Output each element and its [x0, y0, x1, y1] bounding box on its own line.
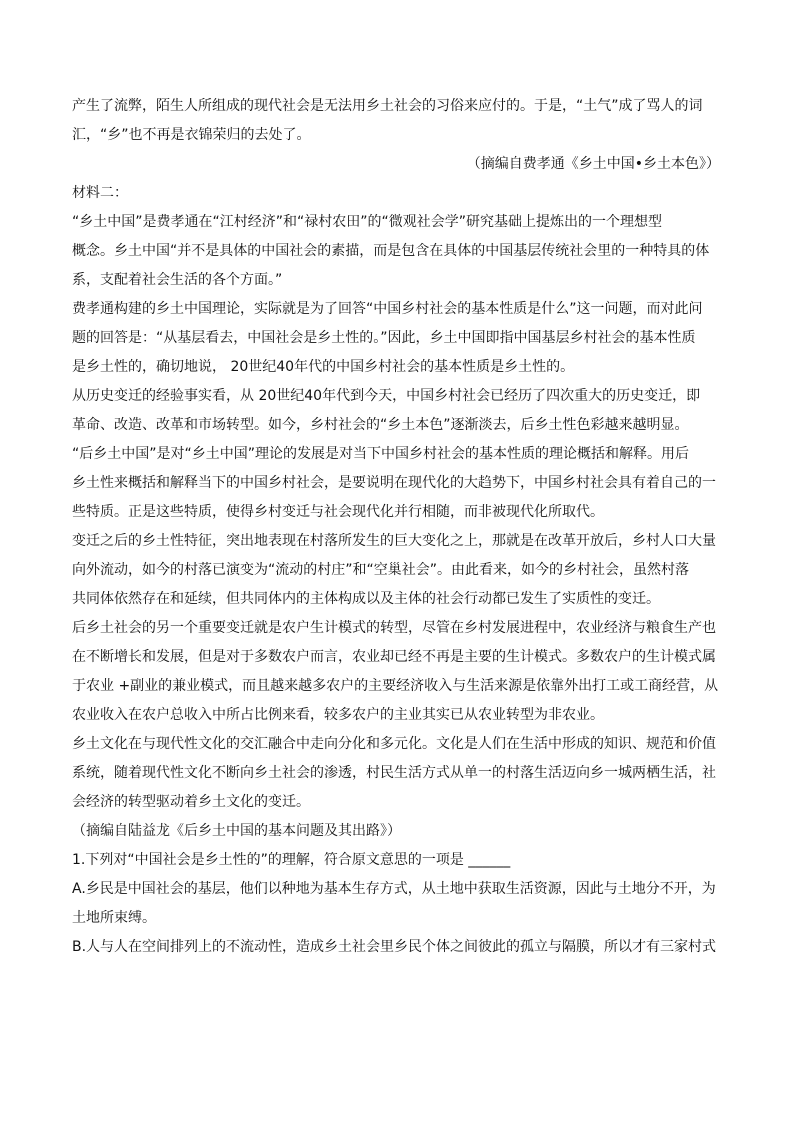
- text-line: 乡土文化在与现代性文化的交汇融合中走向分化和多元化。文化是人们在生活中形成的知识、规范和价值: [72, 736, 716, 752]
- source-citation: （摘编自费孝通《乡土中国•乡土本色》）: [466, 156, 720, 172]
- text-line: 农业收入在农户总收入中所占比例来看，较多农户的主业其实已从农业转型为非农业。: [72, 707, 604, 723]
- text-line: 革命、改造、改革和市场转型。如今，乡村社会的“乡土本色”逐渐淡去，后乡土性色彩越来越明显。: [72, 417, 689, 433]
- text-line: 会经济的转型驱动着乡土文化的变迁。: [72, 794, 310, 810]
- source-citation: （摘编自陆益龙《后乡土中国的基本问题及其出路》）: [72, 823, 401, 839]
- text-line: 些特质。正是这些特质，使得乡村变迁与社会现代化并行相随，而非被现代化所取代。: [72, 504, 604, 520]
- text-line: 概念。乡土中国“并不是具体的中国社会的素描，而是包含在具体的中国基层传统社会里的一种特具的体: [72, 243, 710, 259]
- text-line: 系，支配着社会生活的各个方面。”: [72, 272, 283, 288]
- text-line: “后乡土中国”是对“乡土中国”理论的发展是对当下中国乡村社会的基本性质的理论概括和解释。用后: [72, 446, 690, 462]
- text-line: 费孝通构建的乡土中国理论，实际就是为了回答“中国乡村社会的基本性质是什么”这一问题，而对此问: [72, 301, 703, 317]
- answer-option-b: B.人与人在空间排列上的不流动性，造成乡土社会里乡民个体之间彼此的孤立与隔膜，所以才有三家村式: [72, 939, 717, 955]
- text-line: 产生了流弊，陌生人所组成的现代社会是无法用乡土社会的习俗来应付的。于是，“土气”成了骂人的词: [72, 98, 703, 114]
- text-line: 题的回答是：“从基层看去，中国社会是乡土性的。”因此，乡土中国即指中国基层乡村社会的基本性质: [72, 330, 696, 346]
- answer-option-a: A.乡民是中国社会的基层，他们以种地为基本生存方式，从土地中获取生活资源，因此与土地分不开，为: [72, 881, 716, 897]
- text-line: 共同体依然存在和延续，但共同体内的主体构成以及主体的社会行动都已发生了实质性的变迁。: [72, 591, 660, 607]
- text-line: “乡土中国”是费孝通在“江村经济”和“禄村农田”的“微观社会学”研究基础上提炼出的一个理想型: [72, 214, 663, 230]
- text-line: 是乡土性的，确切地说， 20世纪40年代的中国乡村社会的基本性质是乡土性的。: [72, 359, 575, 375]
- text-line: 后乡土社会的另一个重要变迁就是农户生计模式的转型，尽管在乡村发展进程中，农业经济与粮食生产也: [72, 620, 716, 636]
- document-page: [72, 92, 720, 962]
- section-heading: 材料二：: [72, 185, 128, 201]
- text-line: 从历史变迁的经验事实看，从 20世纪40年代到今天，中国乡村社会已经历了四次重大的历史变迁，即: [72, 388, 701, 404]
- text-line: 向外流动，如今的村落已演变为“流动的村庄”和“空巢社会”。由此看来，如今的乡村社会，虽然村落: [72, 562, 690, 578]
- question-stem: 1.下列对“中国社会是乡土性的”的理解，符合原文意思的一项是 ______: [72, 852, 511, 868]
- text-line: 汇，“乡”也不再是衣锦荣归的去处了。: [72, 127, 311, 143]
- text-line: 于农业 +副业的兼业模式，而且越来越多农户的主要经济收入与生活来源是依靠外出打工或工商经营，从: [72, 678, 719, 694]
- text-line: 在不断增长和发展，但是对于多数农户而言，农业却已经不再是主要的生计模式。多数农户的生计模式属: [72, 649, 716, 665]
- text-line: 系统，随着现代性文化不断向乡土社会的渗透，村民生活方式从单一的村落生活迈向乡一城两栖生活，社: [72, 765, 716, 781]
- text-line: 变迁之后的乡土性特征，突出地表现在村落所发生的巨大变化之上，那就是在改革开放后，乡村人口大量: [72, 533, 716, 549]
- text-line: 乡土性来概括和解释当下的中国乡村社会，是要说明在现代化的大趋势下，中国乡村社会具有着自己的一: [72, 475, 716, 491]
- answer-option-a-cont: 土地所束缚。: [72, 910, 156, 926]
